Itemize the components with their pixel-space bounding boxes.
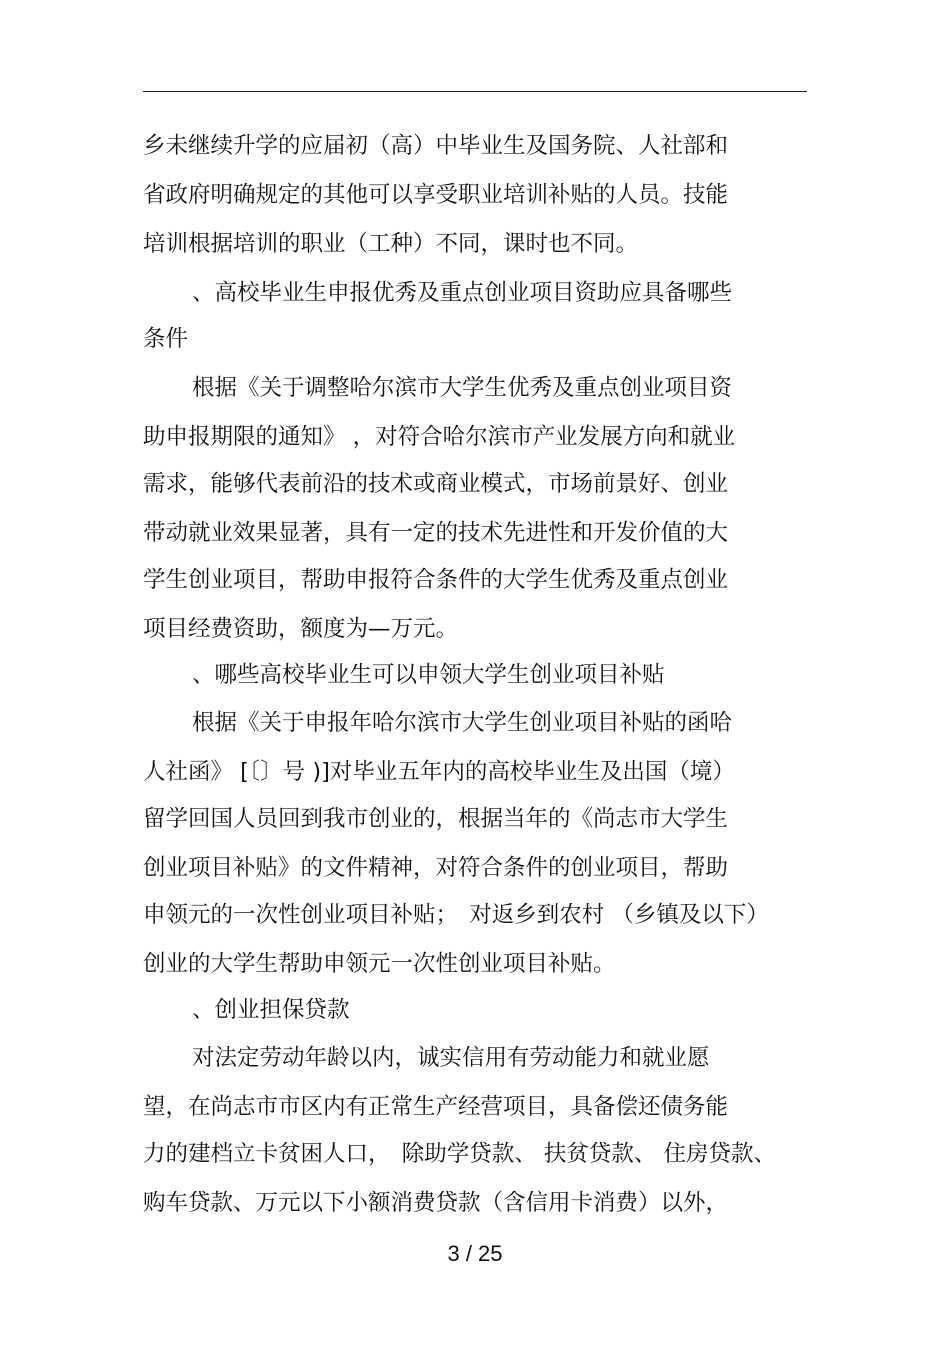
text-line: 根据《关于申报年哈尔滨市大学生创业项目补贴的函哈 (192, 710, 733, 736)
text-line: 望，在尚志市市区内有正常生产经营项目，具备偿还债务能 (143, 1094, 729, 1120)
text-line: 乡未继续升学的应届初（高）中毕业生及国务院、人社部和 (143, 133, 729, 159)
text-line: 带动就业效果显著，具有一定的技术先进性和开发价值的大 (143, 520, 729, 546)
section-heading: 条件 (143, 326, 189, 352)
text-line: 助申报期限的通知》 ，对符合哈尔滨市产业发展方向和就业 (143, 424, 736, 450)
text-line: 需求，能够代表前沿的技术或商业模式，市场前景好、创业 (143, 471, 729, 497)
text-line: 对法定劳动年龄以内，诚实信用有劳动能力和就业愿 (192, 1045, 710, 1071)
text-line: 力的建档立卡贫困人口， 除助学贷款、 扶贫贷款、 住房贷款、 (143, 1141, 777, 1167)
text-line: 创业的大学生帮助申领元一次性创业项目补贴。 (143, 951, 616, 977)
section-heading: 、高校毕业生申报优秀及重点创业项目资助应具备哪些 (192, 280, 733, 306)
section-heading: 、哪些高校毕业生可以申领大学生创业项目补贴 (192, 662, 665, 688)
text-line: 申领元的一次性创业项目补贴； 对返乡到农村 （乡镇及以下） (143, 902, 769, 928)
header-rule (143, 91, 807, 92)
text-line: 创业项目补贴》的文件精神，对符合条件的创业项目，帮助 (143, 855, 729, 881)
text-line: 购车贷款、万元以下小额消费贷款（含信用卡消费）以外， (143, 1190, 729, 1216)
text-line: 人社函》 [〔〕号 )]对毕业五年内的高校毕业生及出国（境） (143, 759, 735, 785)
text-line: 根据《关于调整哈尔滨市大学生优秀及重点创业项目资 (192, 375, 733, 401)
text-line: 省政府明确规定的其他可以享受职业培训补贴的人员。技能 (143, 182, 729, 208)
section-heading: 、创业担保贷款 (192, 997, 350, 1023)
text-line: 项目经费资助，额度为—万元。 (143, 616, 459, 642)
text-line: 培训根据培训的职业（工种）不同，课时也不同。 (143, 231, 639, 257)
text-line: 学生创业项目，帮助申报符合条件的大学生优秀及重点创业 (143, 567, 729, 593)
page-number: 3 / 25 (447, 1241, 503, 1266)
text-line: 留学回国人员回到我市创业的，根据当年的《尚志市大学生 (143, 806, 729, 832)
